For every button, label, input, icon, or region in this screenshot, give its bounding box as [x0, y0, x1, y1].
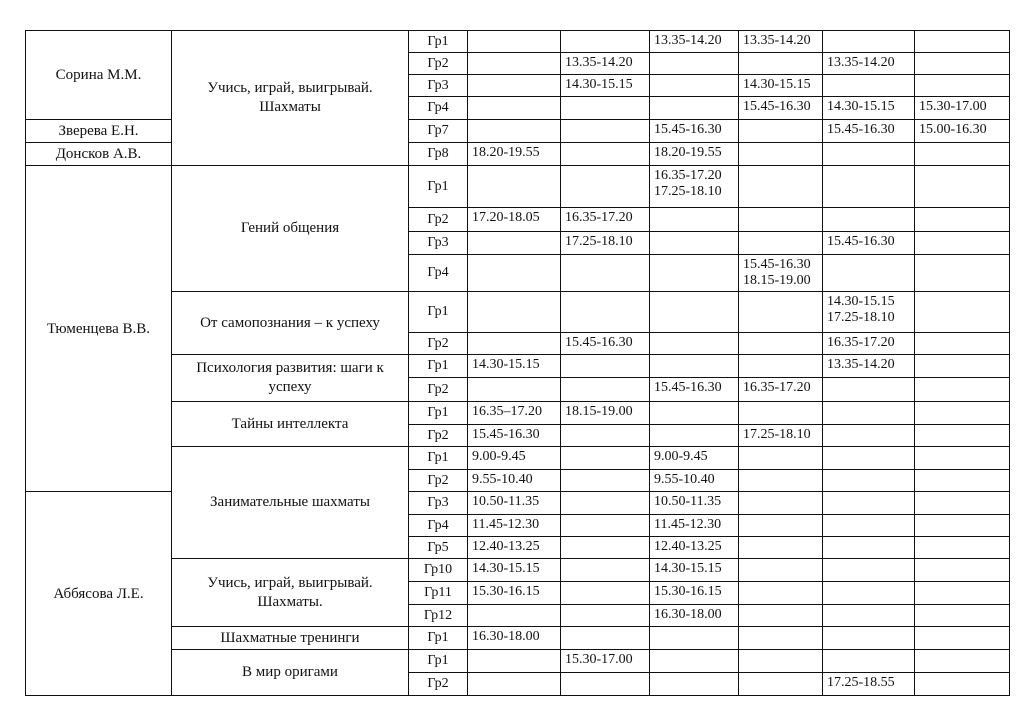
time-cell: 14.30-15.15: [468, 355, 561, 378]
time-cell: 11.45-12.30: [468, 515, 561, 537]
time-cell: [650, 255, 739, 292]
time-cell: [739, 292, 823, 333]
group-label: Гр4: [409, 97, 468, 120]
group-label: Гр1: [409, 355, 468, 378]
time-cell: 15.45-16.30: [468, 425, 561, 447]
table-row: [26, 31, 1010, 53]
time-cell: [823, 378, 915, 402]
time-cell: [561, 255, 650, 292]
time-cell: [739, 650, 823, 673]
time-cell: [823, 537, 915, 559]
teacher-name: Сорина М.М.: [26, 31, 172, 120]
time-cell: 14.30-15.15: [739, 75, 823, 97]
time-cell: 17.25-18.55: [823, 673, 915, 696]
group-label: Гр5: [409, 537, 468, 559]
time-cell: [915, 425, 1010, 447]
time-cell: [915, 537, 1010, 559]
time-cell: [915, 31, 1010, 53]
time-cell: [915, 143, 1010, 166]
time-cell: 15.00-16.30: [915, 120, 1010, 143]
time-cell: [650, 333, 739, 355]
time-cell: [650, 75, 739, 97]
course-title: Тайны интеллекта: [172, 402, 409, 447]
group-label: Гр8: [409, 143, 468, 166]
time-cell: 13.35-14.20: [823, 355, 915, 378]
group-label: Гр1: [409, 627, 468, 650]
time-cell: 15.45-16.30: [739, 97, 823, 120]
time-cell: [915, 627, 1010, 650]
time-cell: 9.55-10.40: [468, 470, 561, 492]
time-cell: [915, 402, 1010, 425]
group-label: Гр1: [409, 650, 468, 673]
time-cell: [561, 166, 650, 208]
time-cell: [823, 447, 915, 470]
time-cell: [915, 492, 1010, 515]
time-cell: [915, 232, 1010, 255]
time-cell: [468, 53, 561, 75]
time-cell: [561, 537, 650, 559]
time-cell: [739, 582, 823, 605]
time-cell: [650, 232, 739, 255]
time-cell: 9.55-10.40: [650, 470, 739, 492]
time-cell: 15.45-16.30: [561, 333, 650, 355]
teacher-name: Аббясова Л.Е.: [26, 492, 172, 696]
time-cell: [561, 97, 650, 120]
time-cell: [915, 559, 1010, 582]
time-cell: 13.35-14.20: [561, 53, 650, 75]
time-cell: [468, 378, 561, 402]
table-row: [26, 650, 1010, 673]
time-cell: [823, 425, 915, 447]
group-label: Гр1: [409, 31, 468, 53]
time-cell: [468, 166, 561, 208]
time-cell: 15.45-16.30: [823, 120, 915, 143]
group-label: Гр1: [409, 447, 468, 470]
time-cell: [915, 515, 1010, 537]
time-cell: 18.20-19.55: [650, 143, 739, 166]
time-cell: [739, 537, 823, 559]
time-cell: [561, 447, 650, 470]
time-cell: [915, 208, 1010, 232]
time-cell: [468, 232, 561, 255]
time-cell: 17.20-18.05: [468, 208, 561, 232]
group-label: Гр2: [409, 470, 468, 492]
time-cell: [915, 470, 1010, 492]
group-label: Гр11: [409, 582, 468, 605]
time-cell: [915, 673, 1010, 696]
time-cell: 13.35-14.20: [823, 53, 915, 75]
group-label: Гр2: [409, 378, 468, 402]
group-label: Гр2: [409, 208, 468, 232]
time-cell: [650, 53, 739, 75]
time-cell: 16.30-18.00: [468, 627, 561, 650]
time-cell: [915, 255, 1010, 292]
group-label: Гр1: [409, 292, 468, 333]
time-cell: [823, 582, 915, 605]
course-title: Занимательные шахматы: [172, 447, 409, 559]
time-cell: [650, 355, 739, 378]
time-cell: [561, 605, 650, 627]
time-cell: [823, 402, 915, 425]
time-cell: 9.00-9.45: [468, 447, 561, 470]
time-cell: [739, 143, 823, 166]
time-slot: 17.25-18.10: [827, 310, 895, 325]
time-cell: [468, 605, 561, 627]
time-cell: [823, 605, 915, 627]
time-cell: [561, 515, 650, 537]
time-cell: [561, 425, 650, 447]
time-cell: 14.30-15.15: [823, 97, 915, 120]
time-cell: [823, 515, 915, 537]
time-cell: [468, 31, 561, 53]
time-cell: 13.35-14.20: [650, 31, 739, 53]
time-cell: [561, 559, 650, 582]
time-cell: [468, 75, 561, 97]
time-cell: [915, 53, 1010, 75]
time-cell: [823, 627, 915, 650]
time-cell: [650, 292, 739, 333]
time-cell: 13.35-14.20: [739, 31, 823, 53]
time-cell: [650, 208, 739, 232]
time-cell: [468, 650, 561, 673]
time-cell: [739, 605, 823, 627]
time-cell: 14.30-15.15: [650, 559, 739, 582]
group-label: Гр2: [409, 425, 468, 447]
time-cell: [823, 492, 915, 515]
time-cell: [739, 627, 823, 650]
time-cell: 14.30-15.15: [468, 559, 561, 582]
time-cell: 15.30-16.15: [468, 582, 561, 605]
time-cell: [739, 53, 823, 75]
time-cell: 15.30-17.00: [915, 97, 1010, 120]
course-title: Шахматные тренинги: [172, 627, 409, 650]
time-cell: [561, 31, 650, 53]
time-cell: 17.25-18.10: [561, 232, 650, 255]
time-cell: [561, 627, 650, 650]
time-cell: 15.30-17.00: [561, 650, 650, 673]
time-cell: [468, 673, 561, 696]
course-title: От самопознания – к успеху: [172, 292, 409, 355]
time-cell: 12.40-13.25: [650, 537, 739, 559]
time-cell: [739, 208, 823, 232]
time-cell: [468, 97, 561, 120]
time-slot: 15.45-16.30: [743, 257, 811, 272]
group-label: Гр3: [409, 232, 468, 255]
time-cell: [823, 255, 915, 292]
time-cell: [650, 650, 739, 673]
time-cell: [561, 492, 650, 515]
time-cell: [650, 425, 739, 447]
time-slot: 14.30-15.15: [827, 294, 895, 309]
time-cell: [650, 402, 739, 425]
time-cell: [915, 355, 1010, 378]
time-cell: [739, 492, 823, 515]
group-label: Гр2: [409, 333, 468, 355]
time-cell: [915, 582, 1010, 605]
course-title: Психология развития: шаги к успеху: [172, 355, 409, 402]
time-cell: [823, 166, 915, 208]
time-cell: [915, 166, 1010, 208]
time-cell: [650, 627, 739, 650]
time-cell: [561, 120, 650, 143]
time-cell: [650, 673, 739, 696]
time-cell: [650, 97, 739, 120]
time-cell: [468, 120, 561, 143]
table-row: [26, 447, 1010, 470]
schedule-body: [26, 31, 1010, 696]
course-title: В мир оригами: [172, 650, 409, 696]
time-cell: [561, 470, 650, 492]
schedule-table: [25, 30, 1010, 696]
time-cell: [468, 333, 561, 355]
time-cell: 16.30-18.00: [650, 605, 739, 627]
group-label: Гр1: [409, 402, 468, 425]
time-cell: 15.30-16.15: [650, 582, 739, 605]
time-cell: [739, 559, 823, 582]
group-label: Гр4: [409, 515, 468, 537]
time-cell: [739, 673, 823, 696]
time-cell: [650, 166, 739, 208]
time-cell: 16.35–17.20: [468, 402, 561, 425]
time-cell: 16.35-17.20: [561, 208, 650, 232]
group-label: Гр2: [409, 53, 468, 75]
time-cell: 15.45-16.30: [650, 378, 739, 402]
time-cell: 11.45-12.30: [650, 515, 739, 537]
time-cell: [739, 120, 823, 143]
table-row: [26, 402, 1010, 425]
time-cell: [739, 470, 823, 492]
time-cell: 15.45-16.30: [823, 232, 915, 255]
table-row: [26, 292, 1010, 333]
time-cell: 9.00-9.45: [650, 447, 739, 470]
time-cell: 15.45-16.30: [650, 120, 739, 143]
time-cell: 16.35-17.20: [739, 378, 823, 402]
table-row: [26, 166, 1010, 208]
time-cell: [823, 143, 915, 166]
time-cell: [739, 355, 823, 378]
group-label: Гр10: [409, 559, 468, 582]
teacher-name: Тюменцева В.В.: [26, 166, 172, 492]
time-cell: [739, 515, 823, 537]
time-cell: 17.25-18.10: [739, 425, 823, 447]
group-label: Гр1: [409, 166, 468, 208]
time-cell: [468, 255, 561, 292]
time-cell: [739, 255, 823, 292]
time-cell: [739, 333, 823, 355]
time-cell: [739, 447, 823, 470]
time-cell: [823, 208, 915, 232]
time-cell: [561, 143, 650, 166]
group-label: Гр4: [409, 255, 468, 292]
time-cell: 10.50-11.35: [650, 492, 739, 515]
time-cell: 14.30-15.15: [561, 75, 650, 97]
time-slot: 17.25-18.10: [654, 184, 722, 199]
time-cell: [561, 378, 650, 402]
time-cell: [468, 292, 561, 333]
time-cell: [739, 166, 823, 208]
time-slot: 18.15-19.00: [743, 273, 811, 288]
time-cell: [561, 673, 650, 696]
time-cell: [915, 650, 1010, 673]
table-row: [26, 627, 1010, 650]
time-slot: 16.35-17.20: [654, 168, 722, 183]
group-label: Гр12: [409, 605, 468, 627]
time-cell: [915, 333, 1010, 355]
table-row: [26, 559, 1010, 582]
time-cell: [739, 232, 823, 255]
time-cell: [561, 292, 650, 333]
time-cell: [915, 605, 1010, 627]
time-cell: [823, 31, 915, 53]
time-cell: [823, 470, 915, 492]
time-cell: 12.40-13.25: [468, 537, 561, 559]
time-cell: 18.20-19.55: [468, 143, 561, 166]
time-cell: [823, 650, 915, 673]
time-cell: [823, 559, 915, 582]
time-cell: [915, 378, 1010, 402]
course-title: Учись, играй, выигрывай. Шахматы: [172, 31, 409, 166]
time-cell: [561, 582, 650, 605]
group-label: Гр3: [409, 492, 468, 515]
group-label: Гр2: [409, 673, 468, 696]
time-cell: [561, 355, 650, 378]
time-cell: [915, 292, 1010, 333]
time-cell: [739, 402, 823, 425]
time-cell: [915, 75, 1010, 97]
group-label: Гр3: [409, 75, 468, 97]
time-cell: [823, 75, 915, 97]
course-title: Учись, играй, выигрывай. Шахматы.: [172, 559, 409, 627]
time-cell: [915, 447, 1010, 470]
teacher-name: Донсков А.В.: [26, 143, 172, 166]
time-cell: [823, 292, 915, 333]
group-label: Гр7: [409, 120, 468, 143]
time-cell: 16.35-17.20: [823, 333, 915, 355]
table-row: [26, 355, 1010, 378]
time-cell: 10.50-11.35: [468, 492, 561, 515]
teacher-name: Зверева Е.Н.: [26, 120, 172, 143]
course-title: Гений общения: [172, 166, 409, 292]
time-cell: 18.15-19.00: [561, 402, 650, 425]
